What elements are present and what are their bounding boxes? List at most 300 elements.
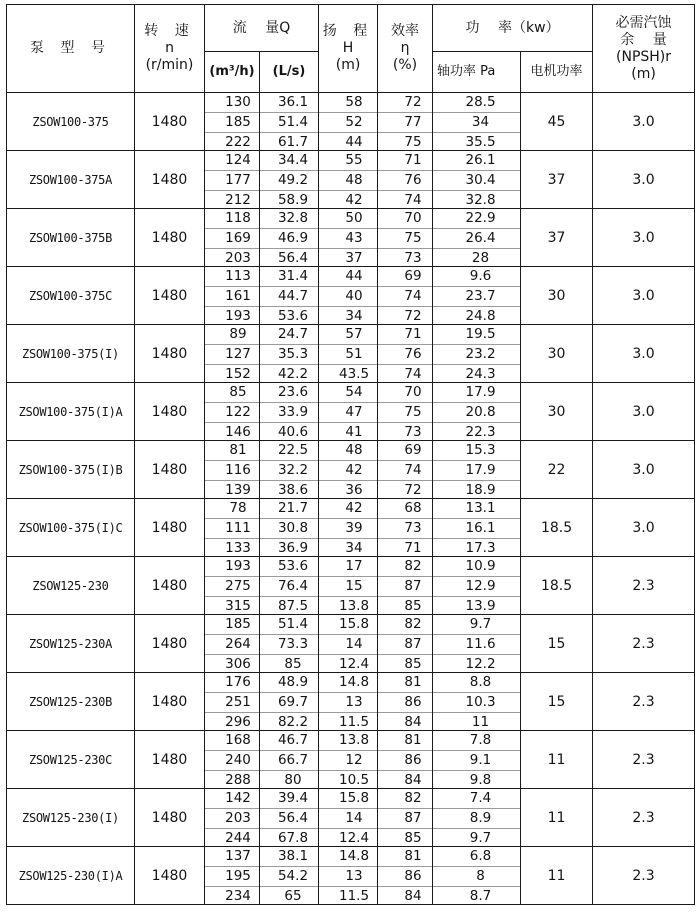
flow-m3h-cell-value: 176 xyxy=(205,673,259,693)
efficiency-cell-value: 72 xyxy=(404,308,422,324)
motor-power-cell: 11 xyxy=(521,847,593,905)
head-cell-value: 10.5 xyxy=(338,772,370,788)
flow-ls-cell-value: 58.9 xyxy=(277,192,309,208)
npsh-cell: 2.3 xyxy=(593,673,695,731)
motor-power-cell: 37 xyxy=(521,151,593,209)
head-cell-value: 13.8 xyxy=(338,598,370,614)
shaft-power-cell-value: 6.8 xyxy=(433,847,520,867)
model-cell: ZSOW125-230B xyxy=(7,673,135,731)
shaft-power-cell xyxy=(433,615,521,673)
flow-ls-cell-value: 30.8 xyxy=(260,519,318,539)
table-row xyxy=(7,383,695,441)
shaft-power-cell-value: 7.8 xyxy=(433,731,520,751)
flow-ls-cell-value: 56.4 xyxy=(260,809,318,829)
shaft-power-cell-value: 11.6 xyxy=(433,635,520,655)
flow-m3h-cell xyxy=(205,267,260,325)
flow-m3h-cell xyxy=(205,209,260,267)
efficiency-cell xyxy=(378,441,433,499)
shaft-power-cell xyxy=(433,93,521,151)
shaft-power-cell-value: 8.7 xyxy=(469,888,492,904)
flow-m3h-cell-value: 234 xyxy=(225,888,251,904)
head-cell-value: 14.8 xyxy=(319,847,377,867)
npsh-cell: 3.0 xyxy=(593,383,695,441)
shaft-power-cell-value: 9.7 xyxy=(469,830,492,846)
head-cell-value: 14.8 xyxy=(319,673,377,693)
efficiency-cell xyxy=(378,151,433,209)
shaft-power-cell-value: 15.3 xyxy=(433,441,520,461)
table-header xyxy=(7,5,695,93)
efficiency-cell-value: 86 xyxy=(378,751,432,771)
head-cell xyxy=(319,673,378,731)
flow-m3h-cell-value: 288 xyxy=(225,772,251,788)
shaft-power-cell-value: 11 xyxy=(471,714,490,730)
model-cell: ZSOW125-230 xyxy=(7,557,135,615)
flow-m3h-cell-value: 111 xyxy=(205,519,259,539)
flow-m3h-cell-value: 185 xyxy=(205,113,259,133)
shaft-power-cell-value: 22.3 xyxy=(465,424,496,440)
shaft-power-cell-value: 34 xyxy=(433,113,520,133)
efficiency-cell xyxy=(378,209,433,267)
shaft-power-cell-value: 20.8 xyxy=(433,403,520,423)
head-cell-value: 50 xyxy=(319,209,377,229)
head-cell-value: 15 xyxy=(319,577,377,597)
flow-m3h-cell-value: 116 xyxy=(205,461,259,481)
head-cell xyxy=(319,847,378,905)
head-cell-value: 15.8 xyxy=(319,615,377,635)
head-cell-value: 13 xyxy=(319,693,377,713)
flow-m3h-cell xyxy=(205,615,260,673)
speed-cell: 1480 xyxy=(135,151,205,209)
flow-m3h-cell xyxy=(205,673,260,731)
efficiency-cell xyxy=(378,557,433,615)
shaft-power-cell-value: 8 xyxy=(433,867,520,887)
flow-ls-cell-value: 31.4 xyxy=(260,267,318,287)
motor-power-cell: 30 xyxy=(521,325,593,383)
head-cell-value: 51 xyxy=(319,345,377,365)
flow-ls-cell-value: 39.4 xyxy=(260,789,318,809)
shaft-power-cell-value: 17.3 xyxy=(465,540,496,556)
header-motor-power: 电机功率 xyxy=(521,52,593,93)
efficiency-cell-value: 76 xyxy=(378,345,432,365)
flow-ls-cell xyxy=(260,847,319,905)
flow-ls-cell-value: 36.9 xyxy=(277,540,309,556)
model-cell: ZSOW100-375(I) xyxy=(7,325,135,383)
flow-m3h-cell-value: 306 xyxy=(225,656,251,672)
head-cell-value: 37 xyxy=(345,250,363,266)
efficiency-cell-value: 71 xyxy=(378,325,432,345)
flow-m3h-cell-value: 193 xyxy=(205,557,259,577)
model-cell: ZSOW100-375C xyxy=(7,267,135,325)
npsh-cell: 3.0 xyxy=(593,441,695,499)
flow-ls-cell-value: 48.9 xyxy=(260,673,318,693)
flow-m3h-cell xyxy=(205,557,260,615)
model-cell: ZSOW125-230(I) xyxy=(7,789,135,847)
flow-m3h-cell-value: 203 xyxy=(225,250,251,266)
efficiency-cell-value: 70 xyxy=(378,209,432,229)
head-cell xyxy=(319,789,378,847)
shaft-power-cell xyxy=(433,325,521,383)
flow-m3h-cell-value: 161 xyxy=(205,287,259,307)
motor-power-cell: 18.5 xyxy=(521,499,593,557)
efficiency-cell-value: 87 xyxy=(378,577,432,597)
motor-power-cell: 11 xyxy=(521,789,593,847)
head-cell-value: 15.8 xyxy=(319,789,377,809)
model-cell: ZSOW125-230A xyxy=(7,615,135,673)
speed-cell: 1480 xyxy=(135,383,205,441)
shaft-power-cell-value: 16.1 xyxy=(433,519,520,539)
header-efficiency: 效率 η (%) xyxy=(378,5,433,93)
head-cell-value: 57 xyxy=(319,325,377,345)
efficiency-cell-value: 73 xyxy=(404,424,422,440)
header-npsh: 必需汽蚀 余 量 (NPSH)r (m) xyxy=(593,5,695,93)
head-cell xyxy=(319,93,378,151)
head-cell-value: 39 xyxy=(319,519,377,539)
efficiency-cell xyxy=(378,93,433,151)
npsh-cell: 2.3 xyxy=(593,847,695,905)
shaft-power-cell xyxy=(433,789,521,847)
motor-power-cell: 30 xyxy=(521,267,593,325)
shaft-power-cell xyxy=(433,731,521,789)
flow-m3h-cell-value: 244 xyxy=(225,830,251,846)
flow-m3h-cell-value: 118 xyxy=(205,209,259,229)
flow-ls-cell-value: 38.1 xyxy=(260,847,318,867)
speed-cell: 1480 xyxy=(135,673,205,731)
efficiency-cell-value: 84 xyxy=(404,714,422,730)
table-row xyxy=(7,499,695,557)
efficiency-cell-value: 75 xyxy=(404,134,422,150)
flow-ls-cell xyxy=(260,789,319,847)
head-cell-value: 42 xyxy=(319,499,377,519)
flow-m3h-cell-value: 169 xyxy=(205,229,259,249)
flow-ls-cell-value: 87.5 xyxy=(277,598,309,614)
motor-power-cell: 18.5 xyxy=(521,557,593,615)
speed-cell: 1480 xyxy=(135,325,205,383)
shaft-power-cell xyxy=(433,673,521,731)
flow-m3h-cell-value: 81 xyxy=(205,441,259,461)
flow-ls-cell xyxy=(260,731,319,789)
flow-m3h-cell-value: 152 xyxy=(225,366,251,382)
head-cell-value: 58 xyxy=(319,93,377,113)
flow-ls-cell xyxy=(260,441,319,499)
efficiency-cell-value: 71 xyxy=(378,151,432,171)
shaft-power-cell-value: 10.9 xyxy=(433,557,520,577)
efficiency-cell-value: 85 xyxy=(404,656,422,672)
flow-ls-cell-value: 66.7 xyxy=(260,751,318,771)
flow-m3h-cell xyxy=(205,731,260,789)
shaft-power-cell xyxy=(433,383,521,441)
flow-ls-cell-value: 67.8 xyxy=(277,830,309,846)
shaft-power-cell-value: 13.1 xyxy=(433,499,520,519)
head-cell-value: 14 xyxy=(319,635,377,655)
efficiency-cell xyxy=(378,789,433,847)
npsh-cell: 2.3 xyxy=(593,615,695,673)
flow-m3h-cell xyxy=(205,441,260,499)
head-cell-value: 40 xyxy=(319,287,377,307)
shaft-power-cell-value: 23.7 xyxy=(433,287,520,307)
flow-ls-cell-value: 69.7 xyxy=(260,693,318,713)
flow-m3h-cell-value: 139 xyxy=(225,482,251,498)
flow-ls-cell xyxy=(260,267,319,325)
efficiency-cell-value: 74 xyxy=(404,366,422,382)
flow-m3h-cell-value: 177 xyxy=(205,171,259,191)
model-cell: ZSOW125-230C xyxy=(7,731,135,789)
shaft-power-cell-value: 24.3 xyxy=(465,366,496,382)
motor-power-cell: 11 xyxy=(521,731,593,789)
speed-cell: 1480 xyxy=(135,789,205,847)
flow-ls-cell-value: 32.2 xyxy=(260,461,318,481)
flow-m3h-cell-value: 133 xyxy=(225,540,251,556)
shaft-power-cell-value: 8.8 xyxy=(433,673,520,693)
table-row xyxy=(7,789,695,847)
efficiency-cell-value: 81 xyxy=(378,847,432,867)
npsh-cell: 2.3 xyxy=(593,789,695,847)
flow-ls-cell-value: 73.3 xyxy=(260,635,318,655)
head-cell-value: 43 xyxy=(319,229,377,249)
shaft-power-cell xyxy=(433,267,521,325)
table-row xyxy=(7,673,695,731)
speed-cell: 1480 xyxy=(135,847,205,905)
efficiency-cell-value: 73 xyxy=(404,250,422,266)
efficiency-cell-value: 68 xyxy=(378,499,432,519)
efficiency-cell-value: 69 xyxy=(378,441,432,461)
flow-m3h-cell xyxy=(205,383,260,441)
flow-m3h-cell xyxy=(205,151,260,209)
speed-cell: 1480 xyxy=(135,93,205,151)
flow-m3h-cell-value: 185 xyxy=(205,615,259,635)
head-cell-value: 48 xyxy=(319,171,377,191)
shaft-power-cell-value: 19.5 xyxy=(433,325,520,345)
flow-ls-cell-value: 42.2 xyxy=(277,366,309,382)
flow-m3h-cell-value: 240 xyxy=(205,751,259,771)
model-cell: ZSOW125-230(I)A xyxy=(7,847,135,905)
head-cell-value: 11.5 xyxy=(338,714,370,730)
efficiency-cell-value: 85 xyxy=(404,830,422,846)
efficiency-cell-value: 82 xyxy=(378,557,432,577)
flow-ls-cell-value: 38.6 xyxy=(277,482,309,498)
flow-ls-cell-value: 61.7 xyxy=(277,134,309,150)
flow-m3h-cell-value: 168 xyxy=(205,731,259,751)
shaft-power-cell xyxy=(433,557,521,615)
efficiency-cell-value: 69 xyxy=(378,267,432,287)
speed-cell: 1480 xyxy=(135,615,205,673)
table-row xyxy=(7,441,695,499)
flow-ls-cell-value: 35.3 xyxy=(260,345,318,365)
flow-m3h-cell-value: 193 xyxy=(225,308,251,324)
head-cell-value: 17 xyxy=(319,557,377,577)
head-cell xyxy=(319,267,378,325)
flow-m3h-cell-value: 142 xyxy=(205,789,259,809)
head-cell-value: 42 xyxy=(319,461,377,481)
flow-ls-cell-value: 65 xyxy=(284,888,302,904)
head-cell-value: 14 xyxy=(319,809,377,829)
flow-ls-cell-value: 22.5 xyxy=(260,441,318,461)
efficiency-cell-value: 84 xyxy=(404,888,422,904)
shaft-power-cell-value: 26.1 xyxy=(433,151,520,171)
flow-ls-cell-value: 54.2 xyxy=(260,867,318,887)
shaft-power-cell-value: 35.5 xyxy=(465,134,496,150)
head-cell xyxy=(319,557,378,615)
efficiency-cell-value: 70 xyxy=(378,383,432,403)
flow-ls-cell-value: 51.4 xyxy=(260,113,318,133)
model-cell: ZSOW100-375A xyxy=(7,151,135,209)
flow-ls-cell-value: 56.4 xyxy=(277,250,309,266)
flow-m3h-cell-value: 124 xyxy=(205,151,259,171)
model-cell: ZSOW100-375(I)C xyxy=(7,499,135,557)
shaft-power-cell-value: 12.9 xyxy=(433,577,520,597)
efficiency-cell-value: 74 xyxy=(378,461,432,481)
header-flow-ls: (L/s) xyxy=(260,52,319,93)
table-row xyxy=(7,325,695,383)
table-row xyxy=(7,731,695,789)
speed-cell: 1480 xyxy=(135,209,205,267)
flow-m3h-cell-value: 89 xyxy=(205,325,259,345)
head-cell-value: 44 xyxy=(345,134,363,150)
flow-m3h-cell-value: 296 xyxy=(225,714,251,730)
efficiency-cell-value: 86 xyxy=(378,693,432,713)
flow-ls-cell xyxy=(260,499,319,557)
model-cell: ZSOW100-375(I)A xyxy=(7,383,135,441)
flow-ls-cell-value: 85 xyxy=(284,656,302,672)
efficiency-cell-value: 72 xyxy=(378,93,432,113)
flow-m3h-cell-value: 146 xyxy=(225,424,251,440)
efficiency-cell xyxy=(378,325,433,383)
pump-performance-table xyxy=(6,4,695,905)
shaft-power-cell-value: 9.8 xyxy=(469,772,492,788)
motor-power-cell: 15 xyxy=(521,615,593,673)
shaft-power-cell-value: 18.9 xyxy=(465,482,496,498)
table-row xyxy=(7,93,695,151)
speed-cell: 1480 xyxy=(135,267,205,325)
flow-ls-cell-value: 80 xyxy=(284,772,302,788)
flow-ls-cell-value: 53.6 xyxy=(260,557,318,577)
npsh-cell: 2.3 xyxy=(593,731,695,789)
flow-m3h-cell-value: 212 xyxy=(225,192,251,208)
head-cell-value: 12.4 xyxy=(338,830,370,846)
head-cell xyxy=(319,731,378,789)
flow-ls-cell xyxy=(260,557,319,615)
npsh-cell: 3.0 xyxy=(593,93,695,151)
pump-spec-sheet xyxy=(6,4,694,910)
efficiency-cell-value: 71 xyxy=(404,540,422,556)
efficiency-cell xyxy=(378,731,433,789)
flow-ls-cell-value: 53.6 xyxy=(277,308,309,324)
shaft-power-cell-value: 8.9 xyxy=(433,809,520,829)
flow-m3h-cell-value: 275 xyxy=(205,577,259,597)
shaft-power-cell-value: 7.4 xyxy=(433,789,520,809)
shaft-power-cell-value: 13.9 xyxy=(465,598,496,614)
flow-ls-cell-value: 21.7 xyxy=(260,499,318,519)
npsh-cell: 3.0 xyxy=(593,209,695,267)
efficiency-cell-value: 77 xyxy=(378,113,432,133)
shaft-power-cell-value: 9.7 xyxy=(433,615,520,635)
head-cell-value: 34 xyxy=(345,540,363,556)
shaft-power-cell-value: 23.2 xyxy=(433,345,520,365)
model-cell: ZSOW100-375B xyxy=(7,209,135,267)
flow-m3h-cell-value: 137 xyxy=(205,847,259,867)
shaft-power-cell-value: 9.6 xyxy=(433,267,520,287)
flow-ls-cell xyxy=(260,673,319,731)
flow-m3h-cell-value: 122 xyxy=(205,403,259,423)
speed-cell: 1480 xyxy=(135,731,205,789)
efficiency-cell xyxy=(378,615,433,673)
shaft-power-cell-value: 22.9 xyxy=(433,209,520,229)
flow-m3h-cell xyxy=(205,325,260,383)
efficiency-cell-value: 84 xyxy=(404,772,422,788)
model-cell: ZSOW100-375 xyxy=(7,93,135,151)
flow-ls-cell xyxy=(260,325,319,383)
npsh-cell: 3.0 xyxy=(593,151,695,209)
flow-m3h-cell-value: 85 xyxy=(205,383,259,403)
motor-power-cell: 45 xyxy=(521,93,593,151)
efficiency-cell xyxy=(378,499,433,557)
speed-cell: 1480 xyxy=(135,499,205,557)
flow-m3h-cell-value: 251 xyxy=(205,693,259,713)
head-cell xyxy=(319,209,378,267)
efficiency-cell-value: 82 xyxy=(378,789,432,809)
shaft-power-cell-value: 10.3 xyxy=(433,693,520,713)
efficiency-cell-value: 76 xyxy=(378,171,432,191)
efficiency-cell-value: 75 xyxy=(378,403,432,423)
flow-ls-cell-value: 46.9 xyxy=(260,229,318,249)
head-cell-value: 54 xyxy=(319,383,377,403)
motor-power-cell: 22 xyxy=(521,441,593,499)
npsh-cell: 3.0 xyxy=(593,499,695,557)
head-cell-value: 12.4 xyxy=(338,656,370,672)
flow-m3h-cell xyxy=(205,93,260,151)
npsh-cell: 3.0 xyxy=(593,267,695,325)
shaft-power-cell-value: 28.5 xyxy=(433,93,520,113)
motor-power-cell: 15 xyxy=(521,673,593,731)
head-cell xyxy=(319,441,378,499)
efficiency-cell-value: 74 xyxy=(404,192,422,208)
efficiency-cell-value: 75 xyxy=(378,229,432,249)
head-cell-value: 12 xyxy=(319,751,377,771)
shaft-power-cell-value: 17.9 xyxy=(433,383,520,403)
flow-ls-cell-value: 46.7 xyxy=(260,731,318,751)
head-cell-value: 52 xyxy=(319,113,377,133)
head-cell-value: 47 xyxy=(319,403,377,423)
table-row xyxy=(7,557,695,615)
flow-ls-cell-value: 32.8 xyxy=(260,209,318,229)
head-cell-value: 48 xyxy=(319,441,377,461)
flow-m3h-cell xyxy=(205,847,260,905)
table-row xyxy=(7,151,695,209)
head-cell-value: 43.5 xyxy=(338,366,370,382)
shaft-power-cell-value: 28 xyxy=(471,250,490,266)
table-row xyxy=(7,267,695,325)
flow-ls-cell-value: 34.4 xyxy=(260,151,318,171)
npsh-cell: 3.0 xyxy=(593,325,695,383)
flow-ls-cell xyxy=(260,209,319,267)
head-cell-value: 55 xyxy=(319,151,377,171)
head-cell-value: 34 xyxy=(345,308,363,324)
header-shaft-power: 轴功率 Pa xyxy=(433,52,521,93)
flow-m3h-cell-value: 222 xyxy=(225,134,251,150)
shaft-power-cell-value: 30.4 xyxy=(433,171,520,191)
head-cell-value: 44 xyxy=(319,267,377,287)
table-row xyxy=(7,615,695,673)
flow-ls-cell-value: 24.7 xyxy=(260,325,318,345)
flow-m3h-cell-value: 315 xyxy=(225,598,251,614)
efficiency-cell-value: 74 xyxy=(378,287,432,307)
header-speed: 转 速 n (r/min) xyxy=(135,5,205,93)
head-cell xyxy=(319,325,378,383)
shaft-power-cell-value: 12.2 xyxy=(465,656,496,672)
speed-cell: 1480 xyxy=(135,557,205,615)
table-row xyxy=(7,209,695,267)
flow-m3h-cell xyxy=(205,499,260,557)
head-cell-value: 42 xyxy=(345,192,363,208)
